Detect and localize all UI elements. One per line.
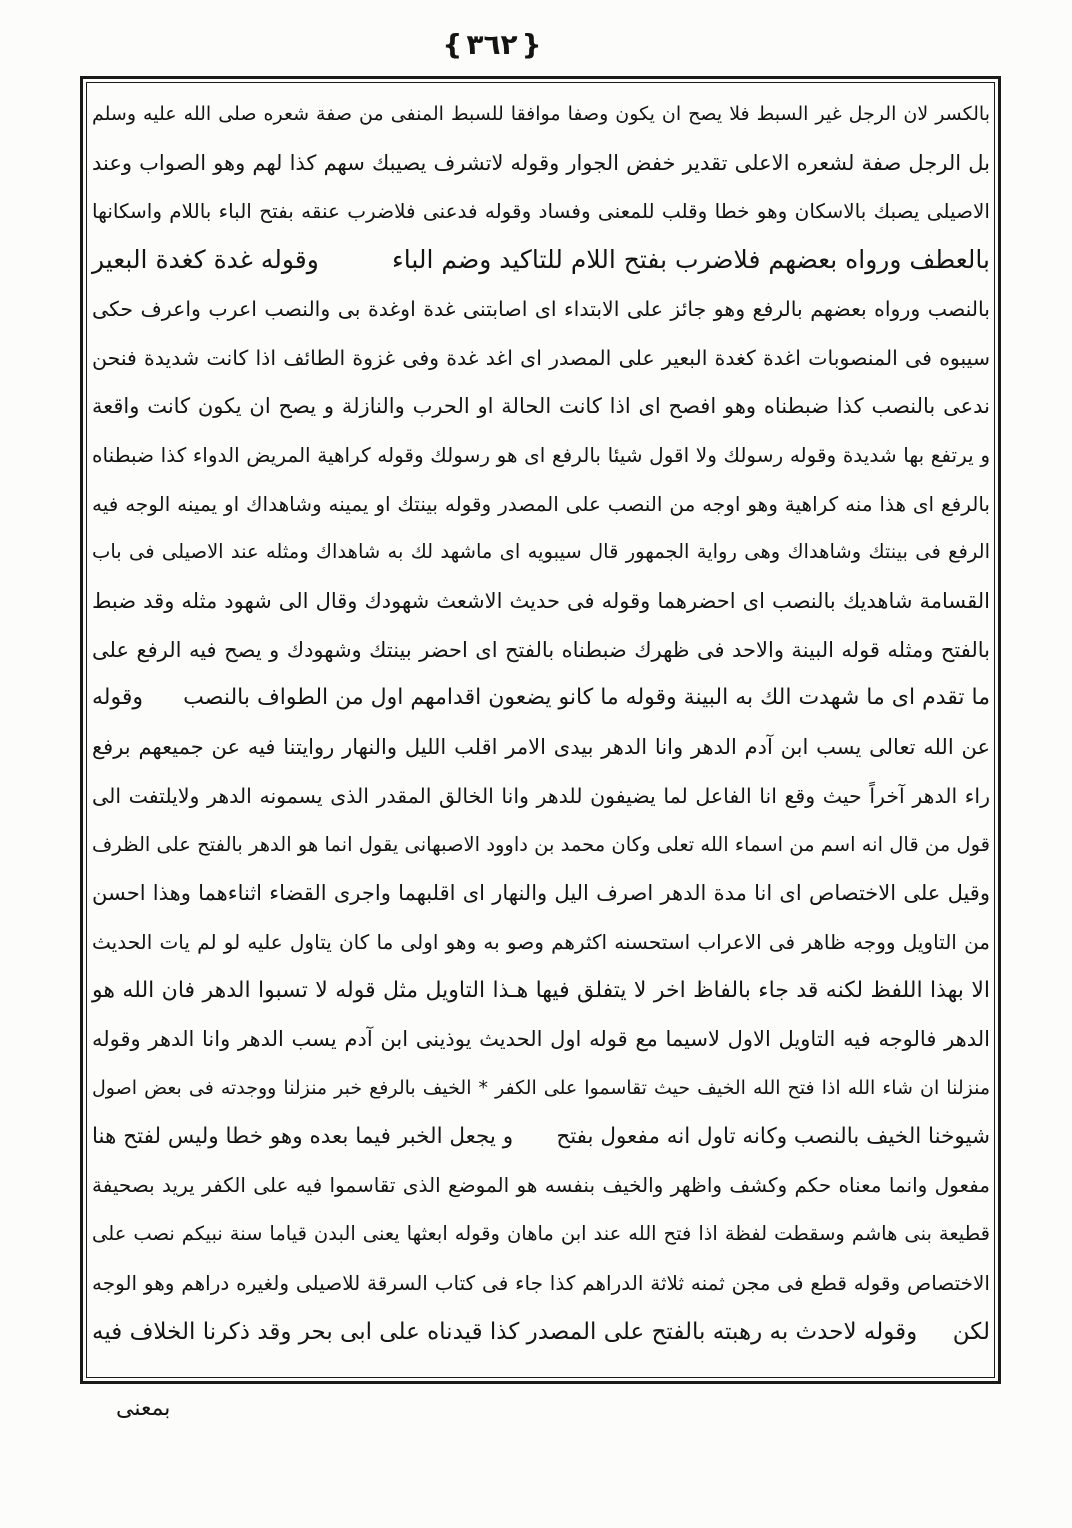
page-number: { ٣٦٢ }: [430, 28, 554, 61]
text-line: بالكسر لان الرجل غير السبط فلا يصح ان يكون وصفا موافقا للسبط المنفى من صفة شعره صلى الله عليه وسلم: [92, 103, 990, 125]
line-segment-left: وقوله غدة كغدة البعير: [92, 245, 319, 275]
line-segment-left: و يجعل الخبر فيما بعده وهو خطا وليس لفتح هنا: [92, 1123, 514, 1149]
text-line: بالرفع اى هذا منه كراهية وهو اوجه من النصب على المصدر وقوله بينتك او يمينه وشاهداك او يمينه الوجه فيه: [92, 491, 990, 516]
text-line: بل الرجل صفة لشعره الاعلى تقدير خفض الجوار وقوله لاتشرف يصيبك سهم كذا لهم وهو الصواب وعند: [92, 150, 990, 175]
text-line: [92, 1308, 990, 1357]
line-segment-right: شيوخنا الخيف بالنصب وكانه تاول انه مفعول بفتح: [556, 1123, 990, 1149]
text-line: الدهر فالوجه فيه التاويل الاول لاسيما مع قوله اول الحديث يوذينى ابن آدم يسب الدهر وانا الدهر وقوله: [92, 1027, 990, 1052]
line-segment-right: لكن: [952, 1318, 990, 1345]
catchword: بمعنى: [116, 1396, 171, 1421]
text-line: راء الدهر آخراً حيث وقع انا الفاعل لما يضيفون للدهر وانا الخالق المقدر الذى يسمونه الدهر ولايلتفت الى: [92, 783, 990, 808]
line-segment-right: بالعطف ورواه بعضهم فلاضرب بفتح اللام للتاكيد وضم الباء: [391, 245, 990, 275]
text-line: وقيل على الاختصاص اى انا مدة الدهر اصرف اليل والنهار اى اقلبهما واجرى القضاء اثناءهما وهذا احسن: [92, 881, 990, 906]
text-line: [92, 236, 990, 285]
text-line: الاختصاص وقوله قطع فى مجن ثمنه ثلاثة الدراهم كذا جاء فى كتاب السرقة للاصيلى ولغيره دراهم وهو الوجه: [92, 1270, 990, 1295]
text-line: قطيعة بنى هاشم وسقطت لفظة اذا فتح الله عند ابن ماهان وقوله ابعثها يعنى البدن قياما سنة نبيكم نصب على: [92, 1222, 990, 1246]
line-segment-left: وقوله: [92, 685, 144, 711]
main-text: [92, 90, 990, 1356]
line-segment-left: وقوله لاحدث به رهبته بالفتح على المصدر كذا قيدناه على ابى بحر وقد ذكرنا الخلاف فيه: [92, 1318, 918, 1345]
text-line: بالنصب ورواه بعضهم بالرفع وهو جائز على الابتداء اى اصابتنى غدة اوغدة بى والنصب اعرب واعرف حكى: [92, 296, 990, 321]
text-line: [92, 674, 990, 723]
text-line: القسامة شاهديك بالنصب اى احضرهما وقوله فى حديث الاشعث شهودك وقال الى شهود مثله وقد ضبط: [92, 589, 990, 614]
text-line: قول من قال انه اسم من اسماء الله تعلى وكان محمد بن داوود الاصبهانى يقول انما هو الدهر بالفتح على الظرف: [92, 832, 990, 856]
text-line: الرفع فى بينتك وشاهداك وهى رواية الجمهور قال سيبويه اى ماشهد لك به شاهداك ومثله عند الاصيلى فى باب: [92, 540, 990, 564]
text-line: من التاويل ووجه ظاهر فى الاعراب استحسنه اكثرهم وصو به وهو اولى ما كان يتاول عليه لو لم يات الحديث: [92, 929, 990, 954]
text-line: مفعول وانما معناه حكم وكشف واظهر والخيف بنفسه هو الموضع الذى تقاسموا فيه على الكفر يريد بصحيفة: [92, 1173, 990, 1198]
text-line: الا بهذا اللفظ لكنه قد جاء بالفاظ اخر لا يتفلق فيها هـذا التاويل مثل قوله لا تسبوا الدهر فان الله هو: [92, 977, 990, 1003]
text-line: و يرتفع بها شديدة وقوله رسولك ولا اقول شيئا بالرفع اى هو رسولك وقوله كراهية المريض الدواء كذا ضبطناه: [92, 442, 990, 467]
text-line: عن الله تعالى يسب ابن آدم الدهر وانا الدهر بيدى الامر اقلب الليل والنهار روايتنا فيه عن جميعهم برفع: [92, 735, 990, 760]
text-line: الاصيلى يصبك بالاسكان وهو خطا وقلب للمعنى وفساد وقوله فدعنى فلاضرب عنقه بفتح الباء باللام واسكانها: [92, 199, 990, 224]
text-line: بالفتح ومثله قوله البينة والاحد فى ظهرك ضبطناه بالفتح اى احضر بينتك وشهودك و يصح فيه الرفع على: [92, 637, 990, 662]
text-line: سيبوه فى المنصوبات اغدة كغدة البعير على المصدر اى اغد غدة وفى غزوة الطائف اذا كانت شديدة فنحن: [92, 345, 990, 370]
line-segment-right: ما تقدم اى ما شهدت الك به البينة وقوله ما كانو يضعون اقدامهم اول من الطواف بالنصب: [183, 685, 990, 711]
text-line: [92, 1113, 990, 1162]
text-line: ندعى بالنصب كذا ضبطناه وهو افصح اى اذا كانت الحالة او الحرب والنازلة و يصح ان يكون كانت واقعة: [92, 394, 990, 419]
text-line: منزلنا ان شاء الله اذا فتح الله الخيف حيث تقاسموا على الكفر * الخيف بالرفع خبر منزلنا ووجدته فى بعض اصول: [92, 1077, 990, 1100]
